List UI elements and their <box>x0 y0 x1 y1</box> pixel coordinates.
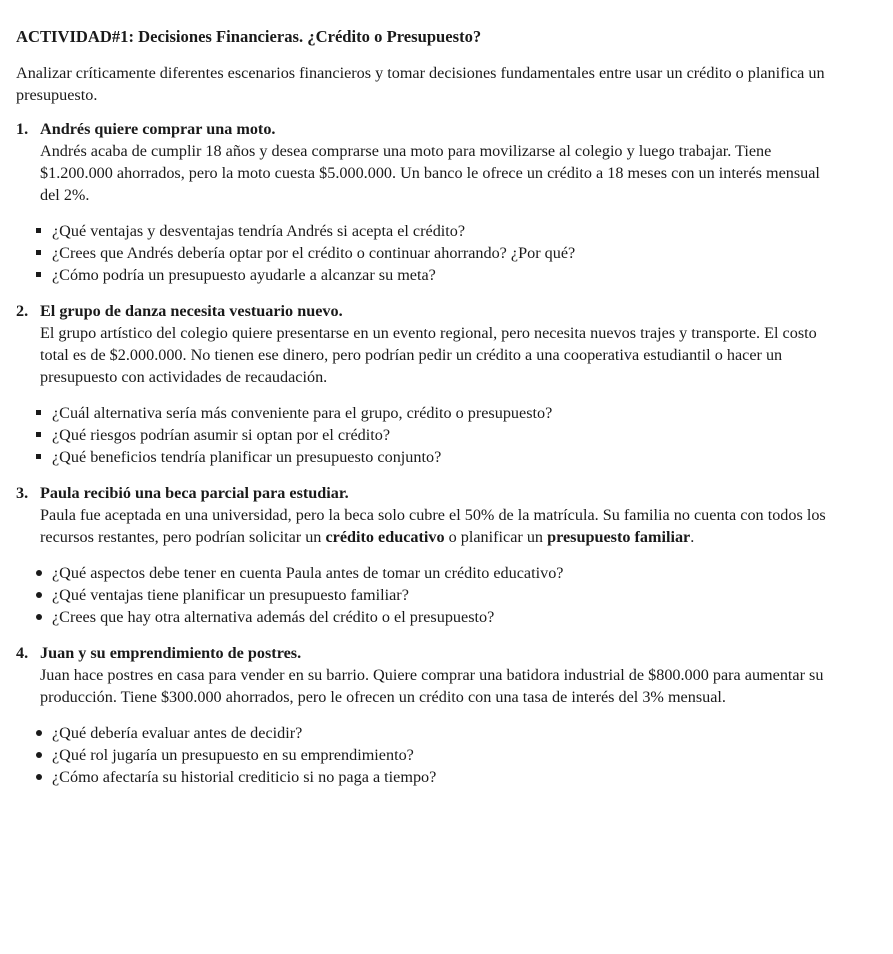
list-item: ¿Crees que hay otra alternativa además del crédito o el presupuesto? <box>40 606 833 628</box>
list-item: ¿Qué riesgos podrían asumir si optan por el crédito? <box>40 424 833 446</box>
section-title: El grupo de danza necesita vestuario nuevo. <box>40 302 343 320</box>
section-number: 2. <box>16 302 29 320</box>
bold-term-credito-educativo: crédito educativo <box>325 528 445 546</box>
section-4 <box>16 642 833 788</box>
section-number: 1. <box>16 120 29 138</box>
section-heading <box>16 642 833 664</box>
section-1 <box>16 118 833 286</box>
question-list <box>16 220 833 286</box>
section-number: 4. <box>16 644 29 662</box>
question-list <box>16 722 833 788</box>
body-text: . <box>690 528 695 546</box>
list-item: ¿Qué debería evaluar antes de decidir? <box>40 722 833 744</box>
body-text: Paula fue aceptada en una universidad, pero la beca solo cubre el 50% de la matrícula. Su familia no cuenta con todos los recursos restantes, pero podrían solicitar un <box>40 506 826 546</box>
list-item: ¿Qué aspectos debe tener en cuenta Paula antes de tomar un crédito educativo? <box>40 562 833 584</box>
section-heading <box>16 300 833 322</box>
section-number: 3. <box>16 484 29 502</box>
section-title: Andrés quiere comprar una moto. <box>40 120 276 138</box>
section-2 <box>16 300 833 468</box>
section-3 <box>16 482 833 628</box>
body-text: o planificar un <box>444 528 548 546</box>
list-item: ¿Qué ventajas y desventajas tendría Andrés si acepta el crédito? <box>40 220 833 242</box>
list-item: ¿Cuál alternativa sería más conveniente para el grupo, crédito o presupuesto? <box>40 402 833 424</box>
section-title: Paula recibió una beca parcial para estudiar. <box>40 484 349 502</box>
intro-paragraph: Analizar críticamente diferentes escenarios financieros y tomar decisiones fundamentales entre usar un crédito o planifica un presupuesto. <box>16 64 825 104</box>
question-list <box>16 402 833 468</box>
list-item: ¿Cómo podría un presupuesto ayudarle a alcanzar su meta? <box>40 264 833 286</box>
document-title: ACTIVIDAD#1: Decisiones Financieras. ¿Crédito o Presupuesto? <box>16 27 482 46</box>
list-item: ¿Qué rol jugaría un presupuesto en su emprendimiento? <box>40 744 833 766</box>
bold-term-presupuesto-familiar: presupuesto familiar <box>547 528 691 546</box>
list-item: ¿Cómo afectaría su historial crediticio si no paga a tiempo? <box>40 766 833 788</box>
section-body: El grupo artístico del colegio quiere presentarse en un evento regional, pero necesita nuevos trajes y transporte. El costo total es de $2.000.000. No tienen ese dinero, pero podrían pedir un crédito a una cooperativa estudiantil o hacer un presupuesto con actividades de recaudación. <box>40 324 817 386</box>
section-title: Juan y su emprendimiento de postres. <box>40 644 302 662</box>
section-body <box>40 504 833 548</box>
section-heading <box>16 118 833 140</box>
list-item: ¿Qué ventajas tiene planificar un presupuesto familiar? <box>40 584 833 606</box>
question-list <box>16 562 833 628</box>
list-item: ¿Crees que Andrés debería optar por el crédito o continuar ahorrando? ¿Por qué? <box>40 242 833 264</box>
section-body: Andrés acaba de cumplir 18 años y desea comprarse una moto para movilizarse al colegio y luego trabajar. Tiene $1.200.000 ahorrados, pero la moto cuesta $5.000.000. Un banco le ofrece un crédito a 18 meses con un interés mensual del 2%. <box>40 142 820 204</box>
section-heading <box>16 482 833 504</box>
list-item: ¿Qué beneficios tendría planificar un presupuesto conjunto? <box>40 446 833 468</box>
section-body: Juan hace postres en casa para vender en su barrio. Quiere comprar una batidora industrial de $800.000 para aumentar su producción. Tiene $300.000 ahorrados, pero le ofrecen un crédito con una tasa de interés del 3% mensual. <box>40 666 824 706</box>
